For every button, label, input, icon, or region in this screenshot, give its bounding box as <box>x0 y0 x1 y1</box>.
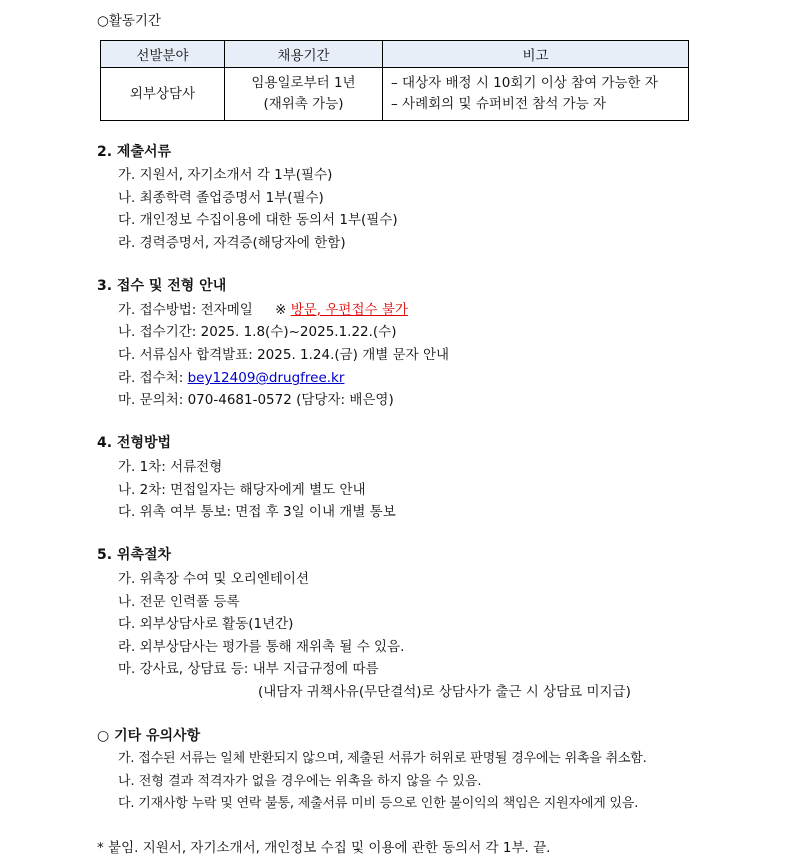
submission-to-label: 라. 접수처: <box>118 370 184 386</box>
section6-item-1: 가. 접수된 서류는 일체 반환되지 않으며, 제출된 서류가 허위로 판명될 경우에는 위촉을 취소함. <box>118 751 647 766</box>
section4-title: 4. 전형방법 <box>97 435 172 451</box>
section4-item-2: 나. 2차: 면접일자는 해당자에게 별도 안내 <box>118 482 366 498</box>
section2-item-3: 다. 개인정보 수집이용에 대한 동의서 1부(필수) <box>118 212 398 228</box>
section6-title: ○ 기타 유의사항 <box>97 728 201 744</box>
cell-remarks <box>383 68 689 121</box>
period-line-1: 임용일로부터 1년 <box>251 75 356 91</box>
section5-item-2: 나. 전문 인력풀 등록 <box>118 594 240 610</box>
section5-item-5: 마. 강사료, 상담료 등: 내부 지급규정에 따름 <box>118 661 379 677</box>
header-field: 선발분야 <box>101 41 225 68</box>
email-link[interactable]: bey12409@drugfree.kr <box>187 370 345 386</box>
section2-item-1: 가. 지원서, 자기소개서 각 1부(필수) <box>118 167 333 183</box>
section4-item-3: 다. 위촉 여부 통보: 면접 후 3일 이내 개별 통보 <box>118 504 396 520</box>
section5-item-1: 가. 위촉장 수여 및 오리엔테이션 <box>118 571 309 587</box>
section3-item-5: 마. 문의처: 070-4681-0572 (담당자: 배은영) <box>118 392 394 408</box>
section3-item-3: 다. 서류심사 합격발표: 2025. 1.24.(금) 개별 문자 안내 <box>118 347 450 363</box>
table-header-row <box>101 41 689 68</box>
section6-item-2: 나. 전형 결과 적격자가 없을 경우에는 위촉을 하지 않을 수 있음. <box>118 774 482 789</box>
header-remarks: 비고 <box>383 41 689 68</box>
cell-period <box>225 68 383 121</box>
section2-title: 2. 제출서류 <box>97 144 172 160</box>
remark-1: – 대상자 배정 시 10회기 이상 참여 가능한 자 <box>391 75 658 91</box>
section5-item-3: 다. 외부상담사로 활동(1년간) <box>118 616 294 632</box>
section5-title: 5. 위촉절차 <box>97 547 172 563</box>
section4-item-1: 가. 1차: 서류전형 <box>118 459 223 475</box>
section2-item-4: 라. 경력증명서, 자격증(해당자에 한함) <box>118 235 346 251</box>
period-line-2: (재위촉 가능) <box>263 96 344 112</box>
section5-note: (내담자 귀책사유(무단결석)로 상담사가 출근 시 상담료 미지급) <box>258 684 631 700</box>
section3-item-2: 나. 접수기간: 2025. 1.8(수)~2025.1.22.(수) <box>118 324 397 340</box>
section3-item-1 <box>118 298 408 318</box>
submission-method: 가. 접수방법: 전자메일 <box>118 302 253 318</box>
header-period: 채용기간 <box>225 41 383 68</box>
remark-2: – 사례회의 및 슈퍼비전 참석 가능 자 <box>391 96 607 112</box>
note-mark: ※ <box>275 302 287 318</box>
no-visit-mail-notice: 방문, 우편접수 불가 <box>290 302 408 318</box>
table-row <box>101 68 689 121</box>
section2-item-2: 나. 최종학력 졸업증명서 1부(필수) <box>118 190 324 206</box>
activity-period-heading: ○활동기간 <box>97 13 161 29</box>
recruitment-table <box>100 40 689 121</box>
cell-field: 외부상담사 <box>101 68 225 121</box>
attachment-note: * 붙임. 지원서, 자기소개서, 개인정보 수집 및 이용에 관한 동의서 각 1부. 끝. <box>97 840 551 856</box>
section5-item-4: 라. 외부상담사는 평가를 통해 재위촉 될 수 있음. <box>118 639 405 655</box>
section3-title: 3. 접수 및 전형 안내 <box>97 278 227 294</box>
section3-item-4 <box>118 366 344 386</box>
section6-item-3: 다. 기재사항 누락 및 연락 불통, 제출서류 미비 등으로 인한 불이익의 책임은 지원자에게 있음. <box>118 796 639 811</box>
